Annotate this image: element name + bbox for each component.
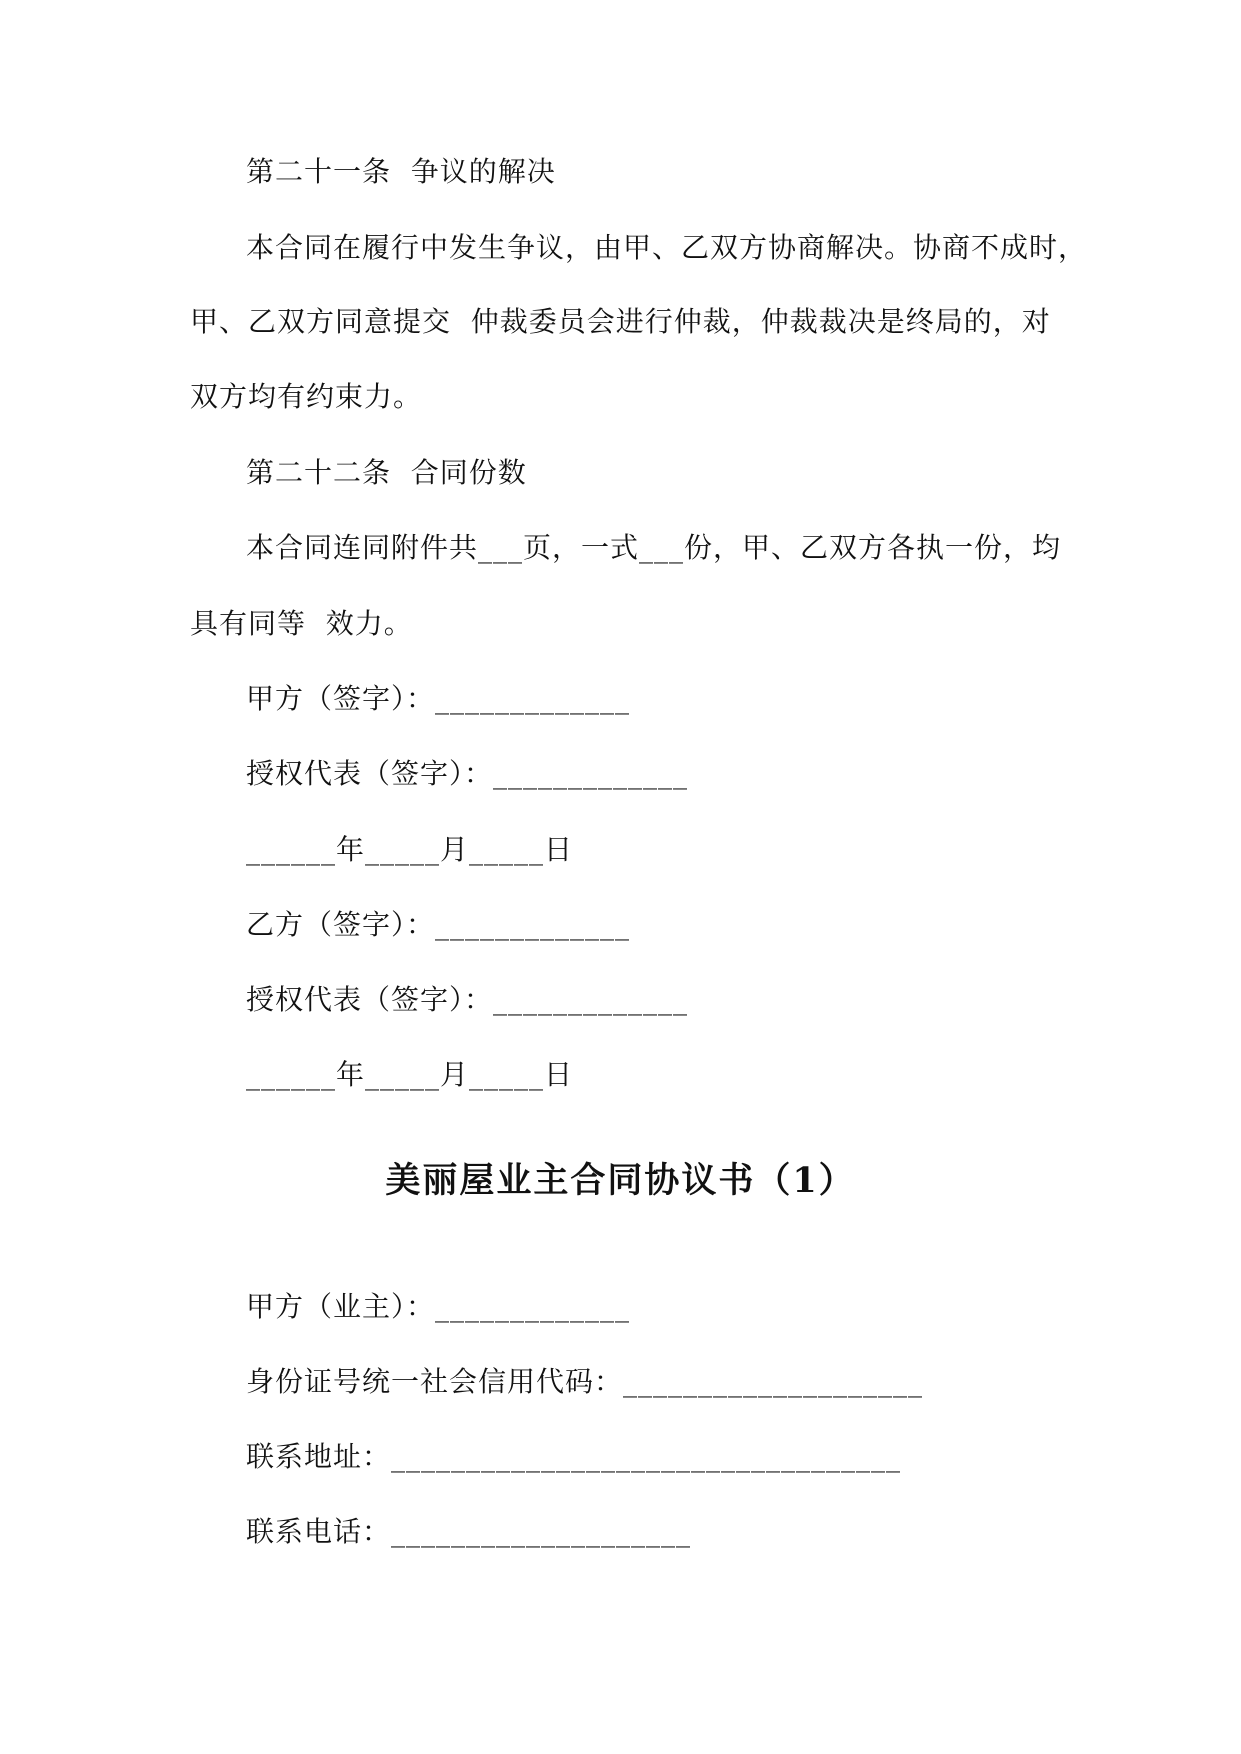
address-field: 联系地址：__________________________________ <box>246 1440 902 1473</box>
article-22-body-line-1: 本合同连同附件共___页，一式___份，甲、乙双方各执一份，均 <box>246 531 1062 564</box>
article-21-body-line-2: 甲、乙双方同意提交 仲裁委员会进行仲裁，仲裁裁决是终局的，对 <box>190 305 1051 338</box>
party-a-representative-signature: 授权代表（签字）：_____________ <box>246 757 689 790</box>
article-21-body-line-1: 本合同在履行中发生争议，由甲、乙双方协商解决。协商不成时， <box>246 231 1088 264</box>
article-22-body-line-2: 具有同等 效力。 <box>190 607 413 640</box>
party-a-signature: 甲方（签字）：_____________ <box>246 682 631 715</box>
document-title: 美丽屋业主合同协议书（1） <box>385 1160 856 1201</box>
party-b-representative-signature: 授权代表（签字）：_____________ <box>246 983 689 1016</box>
phone-field: 联系电话：____________________ <box>246 1515 692 1548</box>
article-22-heading: 第二十二条 合同份数 <box>246 456 527 489</box>
party-b-date: ______年_____月_____日 <box>246 1058 574 1091</box>
article-21-heading: 第二十一条 争议的解决 <box>246 155 556 188</box>
id-code-field: 身份证号统一社会信用代码：____________________ <box>246 1365 924 1398</box>
article-21-body-line-3: 双方均有约束力。 <box>190 380 423 413</box>
party-a-date: ______年_____月_____日 <box>246 833 574 866</box>
owner-field: 甲方（业主）：_____________ <box>246 1290 631 1323</box>
party-b-signature: 乙方（签字）：_____________ <box>246 908 631 941</box>
